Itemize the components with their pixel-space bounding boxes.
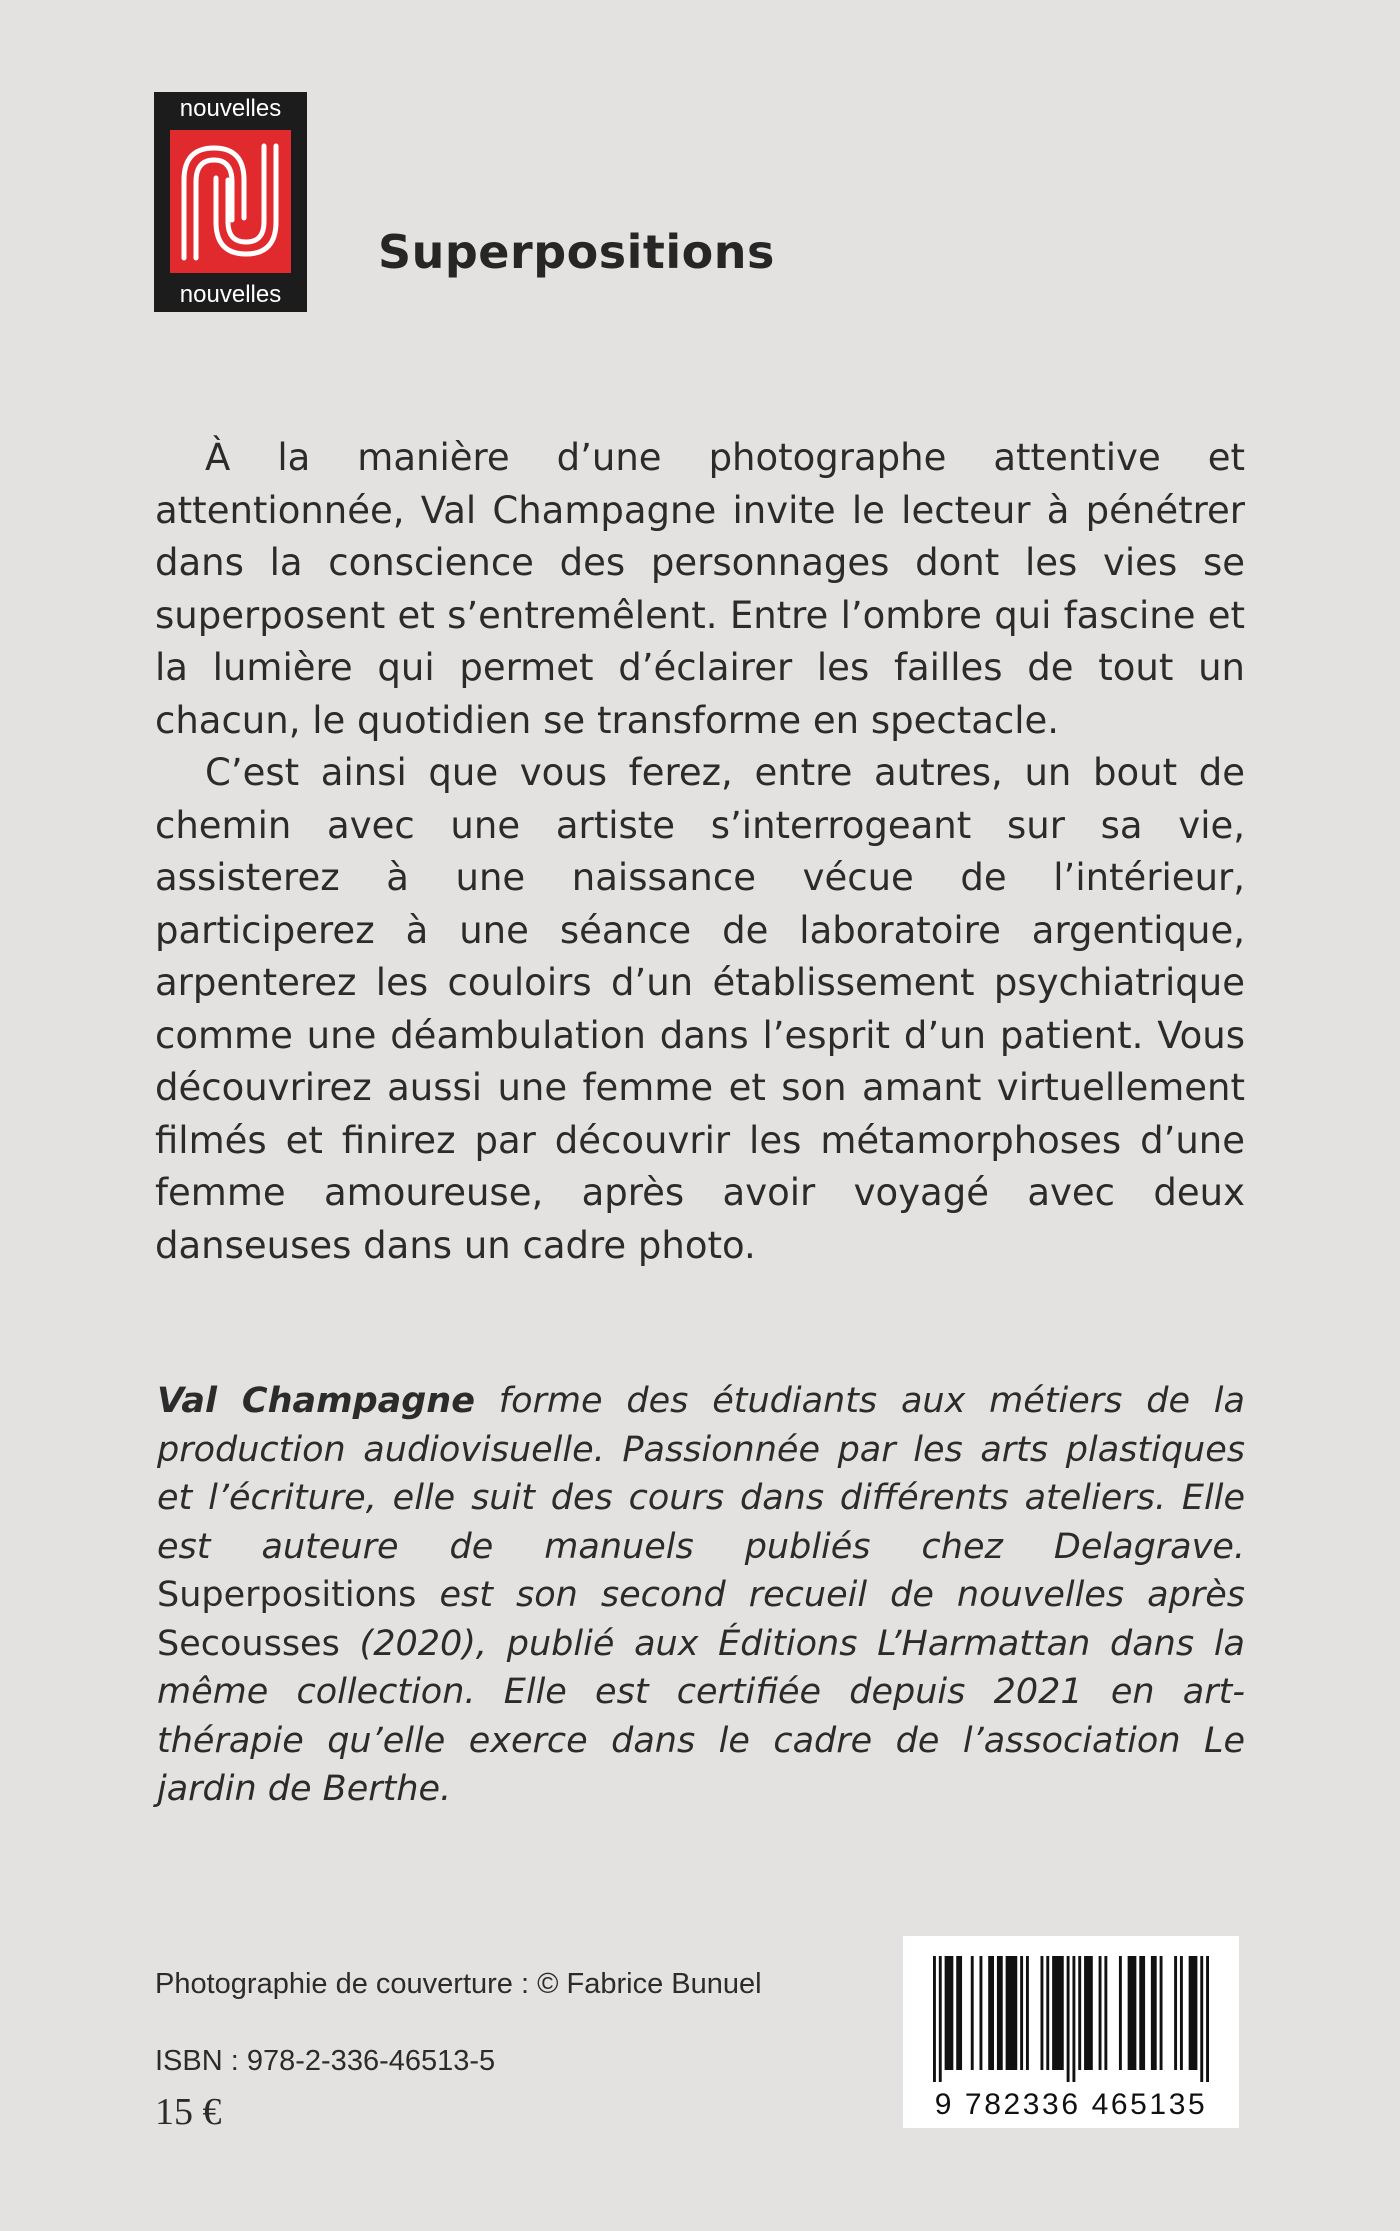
barcode-bar (997, 1956, 1003, 2070)
bio-text: forme des étudiants aux métiers de la production audiovisuelle. Passionnée par les arts plastiques et l’écriture, elle suit des cours dans différents ateliers. Elle est auteure de manuels publiés chez Delagrave. (157, 1381, 1245, 1567)
barcode-bar (939, 1956, 942, 2082)
publisher-logo (154, 92, 307, 312)
bio-book-title: Superpositions (157, 1575, 417, 1615)
barcode-bar (1104, 1956, 1107, 2070)
barcode-bar (1128, 1956, 1137, 2070)
barcode-bar (1189, 1956, 1198, 2070)
barcode-bar (1020, 1956, 1023, 2070)
photo-credit: Photographie de couverture : © Fabrice Bunuel (155, 1968, 762, 2000)
barcode-bar (1151, 1956, 1157, 2070)
barcode-bars (933, 1956, 1209, 2082)
barcode-bar (1206, 1956, 1209, 2082)
barcode-bar (1119, 1956, 1122, 2070)
barcode-bar (988, 1956, 994, 2070)
bio-book-title: Secousses (157, 1623, 340, 1664)
barcode-bar (1174, 1956, 1177, 2070)
barcode-bar (933, 1956, 936, 2082)
barcode-bar (1052, 1956, 1064, 2070)
logo-nu-mark (170, 130, 291, 273)
author-bio (157, 1377, 1245, 1814)
logo-top-label: nouvelles (179, 95, 282, 122)
barcode-bar (1078, 1956, 1081, 2070)
barcode-bar (1200, 1956, 1203, 2082)
price: 15 € (155, 2091, 222, 2133)
bio-text: est son second recueil de nouvelles après (416, 1575, 1245, 1615)
barcode-bar (956, 1956, 962, 2070)
barcode-bar (1072, 1956, 1075, 2082)
barcode-bar (1026, 1956, 1029, 2070)
logo-bottom-label: nouvelles (179, 281, 282, 308)
barcode-bar (1046, 1956, 1049, 2070)
barcode-bar (971, 1956, 974, 2070)
barcode-bar (1067, 1956, 1070, 2082)
barcode-bar (1084, 1956, 1093, 2070)
barcode-bar (1160, 1956, 1163, 2070)
barcode-bar (979, 1956, 982, 2070)
blurb-paragraph: À la manière d’une photographe attentive et attentionnée, Val Champagne invite le lecteur à pénétrer dans la conscience des personnages dont les vies se superposent et s’entremêlent. Entre l’ombre qui fascine et la lumière qui permet d’éclairer les failles de tout un chacun, le quotidien se transforme en spectacle. (155, 436, 1245, 742)
barcode-bar (1139, 1956, 1145, 2070)
barcode-bar (1040, 1956, 1043, 2070)
nu-monogram-icon (170, 130, 291, 273)
bio-text: (2020), publié aux Éditions L’Harmattan dans la même collection. Elle est certifiée depuis 2021 en art-thérapie qu’elle exerce dans le cadre de l’association Le jardin de Berthe. (157, 1623, 1245, 1809)
book-blurb (155, 432, 1245, 1272)
barcode-bar (1180, 1956, 1183, 2070)
author-name: Val Champagne (157, 1381, 475, 1421)
blurb-paragraph: C’est ainsi que vous ferez, entre autres, un bout de chemin avec une artiste s’interrogeant sur sa vie, assisterez à une naissance vécue de l’intérieur, participerez à une séance de laboratoire argentique, arpenterez les couloirs d’un établissement psychiatrique comme une déambulation dans l’esprit d’un patient. Vous découvrirez aussi une femme et son amant virtuellement filmés et finirez par découvrir les métamorphoses d’une femme amoureuse, après avoir voyagé avec deux danseuses dans un cadre photo. (155, 751, 1245, 1267)
barcode-digits: 9 782336 465135 (934, 2088, 1208, 2121)
barcode-bar (1006, 1956, 1018, 2070)
book-title: Superpositions (378, 225, 775, 279)
barcode-bar (945, 1956, 954, 2070)
isbn: ISBN : 978-2-336-46513-5 (155, 2045, 496, 2077)
barcode-bar (1099, 1956, 1102, 2070)
barcode (903, 1936, 1239, 2128)
